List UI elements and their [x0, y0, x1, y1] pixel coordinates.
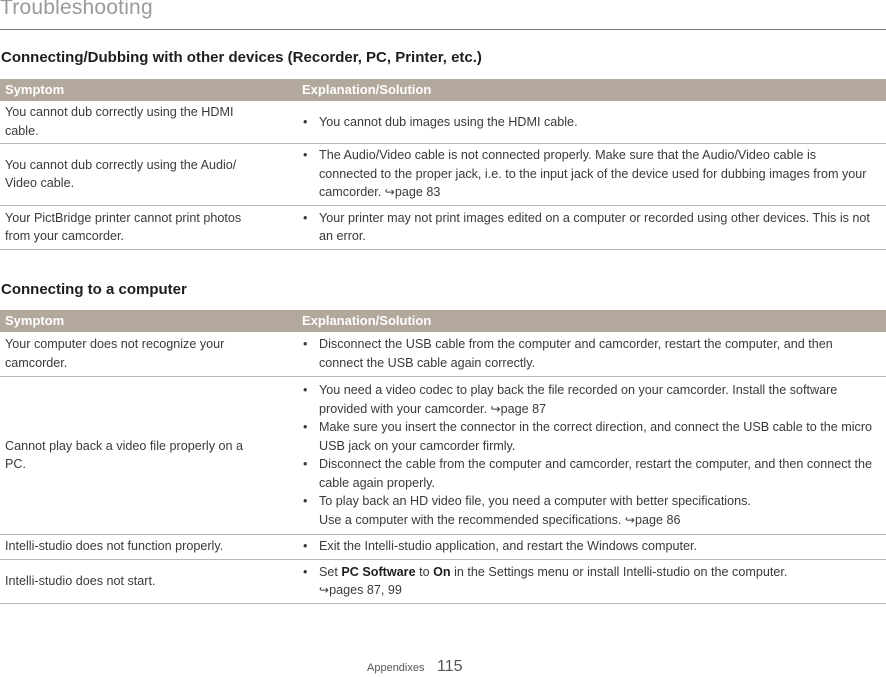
symptom-cell: You cannot dub correctly using the Audio/ Video cable.: [0, 143, 297, 205]
column-header-symptom: Symptom: [0, 310, 297, 332]
setting-name: PC Software: [341, 564, 416, 579]
solution-text: Disconnect the cable from the computer and camcorder, restart the computer, and then connect the cable again properly.: [319, 457, 873, 490]
solution-text: Disconnect the USB cable from the computer and camcorder, restart the computer, and then connect the USB cable again correctly.: [319, 337, 833, 370]
table-row: [0, 143, 886, 205]
symptom-cell: You cannot dub correctly using the HDMI cable.: [0, 101, 297, 143]
section-heading-dubbing: Connecting/Dubbing with other devices (Recorder, PC, Printer, etc.): [1, 49, 482, 66]
title-divider: [0, 29, 886, 30]
page-title: Troubleshooting: [0, 0, 153, 19]
page-reference-text: pages 87, 99: [329, 583, 402, 597]
solution-text: You cannot dub images using the HDMI cable.: [319, 114, 578, 129]
column-header-symptom: Symptom: [0, 79, 297, 101]
symptom-cell: Cannot play back a video file properly on a PC.: [0, 376, 297, 534]
section-heading-computer: Connecting to a computer: [1, 281, 187, 298]
page-arrow-icon: ↪: [490, 401, 501, 416]
solution-text: Exit the Intelli-studio application, and restart the Windows computer.: [319, 539, 698, 554]
table-row: [0, 205, 886, 249]
table-row: [0, 376, 886, 534]
solution-cell: [297, 101, 886, 143]
solution-cell: [297, 559, 886, 603]
solution-item: [301, 418, 876, 455]
page-reference: [385, 185, 441, 199]
table-row: [0, 101, 886, 143]
page-arrow-icon: ↪: [624, 512, 635, 527]
page-arrow-icon: ↪: [384, 185, 395, 200]
footer-label: Appendixes: [367, 662, 425, 674]
solution-item: [301, 381, 876, 418]
solution-text: Your printer may not print images edited on a computer or recorded using other devices. This is not an error.: [319, 210, 870, 243]
solution-item: [301, 563, 876, 600]
table-computer: [0, 310, 886, 604]
page-reference: [319, 583, 402, 597]
solution-item: [301, 146, 876, 202]
setting-value: On: [433, 564, 451, 579]
symptom-cell: Your computer does not recognize your camcorder.: [0, 332, 297, 376]
table-dubbing: [0, 79, 886, 250]
column-header-solution: Explanation/Solution: [297, 310, 886, 332]
solution-item: [301, 455, 876, 492]
solution-text-continued: Use a computer with the recommended specifications.: [319, 512, 622, 527]
table-row: [0, 332, 886, 376]
solution-text: You need a video codec to play back the file recorded on your camcorder. Install the software provided with your camcorder.: [319, 383, 838, 416]
solution-cell: [297, 534, 886, 559]
solution-cell: [297, 143, 886, 205]
solution-text: To play back an HD video file, you need a computer with better specifications.: [319, 494, 751, 508]
solution-text: Make sure you insert the connector in the correct direction, and connect the USB cable to the micro USB jack on your camcorder firmly.: [319, 420, 873, 453]
solution-cell: [297, 376, 886, 534]
column-header-solution: Explanation/Solution: [297, 79, 886, 101]
solution-text-pre: Set: [319, 564, 342, 579]
table-header-row: [0, 79, 886, 101]
page-reference: [625, 513, 681, 527]
solution-item: [301, 537, 876, 556]
solution-text: The Audio/Video cable is not connected properly. Make sure that the Audio/Video cable is connected to the proper jack, i.e. to the input jack of the device used for dubbing images from your camcorder.: [319, 148, 867, 200]
symptom-cell: Intelli-studio does not function properly.: [0, 534, 297, 559]
solution-item: [301, 492, 876, 529]
page-arrow-icon: ↪: [319, 583, 330, 597]
solution-item: [301, 113, 876, 132]
page-reference-text: page 87: [500, 401, 547, 416]
solution-cell: [297, 332, 886, 376]
table-row: [0, 534, 886, 559]
table-header-row: [0, 310, 886, 332]
solution-item: [301, 209, 876, 246]
symptom-cell: Your PictBridge printer cannot print photos from your camcorder.: [0, 205, 297, 249]
table-row: [0, 559, 886, 603]
page-reference-text: page 86: [634, 512, 681, 527]
solution-cell: [297, 205, 886, 249]
page-reference: [491, 402, 547, 416]
symptom-cell: Intelli-studio does not start.: [0, 559, 297, 603]
page-number: 115: [437, 658, 463, 675]
solution-text-mid: to: [415, 564, 434, 579]
solution-text-post: in the Settings menu or install Intelli-studio on the computer.: [450, 564, 788, 579]
solution-item: [301, 335, 876, 372]
page-reference-text: page 83: [394, 185, 441, 200]
